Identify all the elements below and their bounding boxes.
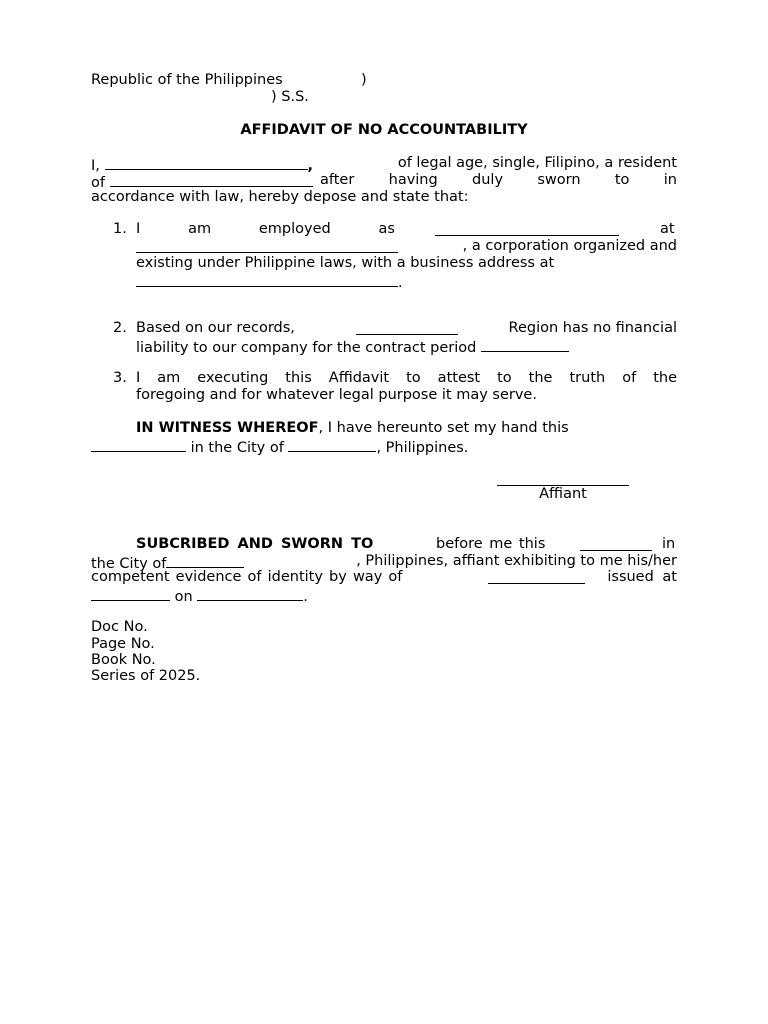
paren-text: ) — [361, 72, 367, 88]
item-1-l3-text: existing under Philippine laws, with a business address at — [136, 255, 555, 271]
item-1-at — [660, 221, 675, 238]
blank-name — [105, 155, 308, 170]
jurat-in: in — [662, 536, 676, 552]
jurat-line-1-end — [662, 536, 675, 553]
intro-line-2-start — [91, 172, 313, 189]
doc-no-text: Doc No. — [91, 619, 148, 635]
jurat-line-1-rest — [436, 536, 545, 553]
item-1-blank-position — [435, 221, 619, 238]
jurat-line-1-bold — [136, 536, 373, 553]
intro-word: sworn — [537, 172, 581, 188]
intro-word: having — [388, 172, 438, 188]
blank-company — [136, 238, 398, 253]
intro-i: I, — [91, 158, 100, 174]
jurat-line-4 — [91, 586, 308, 603]
intro-line-2-words — [320, 172, 677, 189]
item-1-line-2-text — [398, 238, 677, 255]
blank-residence — [110, 172, 313, 187]
item-1-number — [113, 221, 127, 238]
jurat-line-3 — [91, 569, 402, 586]
blank-contract-period — [481, 337, 569, 352]
item-word: am — [188, 221, 212, 237]
blank-issued-at — [91, 586, 170, 601]
witness-line-1 — [136, 420, 569, 437]
intro-line-1-rest — [325, 155, 677, 172]
item-1-period: . — [398, 275, 403, 291]
intro-word: in — [663, 172, 677, 188]
item-2-line-2 — [136, 337, 569, 354]
item-1-l2-text: , a corporation organized and — [462, 238, 677, 254]
notary-book-no — [91, 652, 156, 669]
intro-line3-text: accordance with law, hereby depose and state that: — [91, 189, 469, 205]
item-1-line-3 — [136, 255, 554, 272]
intro-line-3 — [91, 189, 468, 206]
witness-line-2 — [91, 437, 468, 454]
item-2-line-1-a — [136, 320, 295, 337]
notary-page-no — [91, 636, 155, 653]
notary-series — [91, 668, 200, 685]
item-3-l2: foregoing and for whatever legal purpose it may serve. — [136, 387, 537, 403]
jurat-l3a: competent evidence of identity by way of — [91, 569, 403, 585]
witness-l2a: in the City of — [190, 440, 284, 456]
blank-identity — [488, 569, 585, 584]
republic-text: Republic of the Philippines — [91, 72, 283, 88]
intro-line-1 — [91, 155, 313, 172]
witness-l2b: , Philippines. — [376, 440, 469, 456]
item-2-l1b: Region has no financial — [508, 320, 677, 336]
header-republic — [91, 72, 283, 89]
intro-word: to — [614, 172, 630, 188]
item-word: I — [136, 221, 141, 237]
item-word: as — [378, 221, 395, 237]
jurat-period: . — [303, 589, 308, 605]
item-2-l1a: Based on our records, — [136, 320, 295, 336]
witness-rest: , I have hereunto set my hand this — [318, 420, 569, 436]
affiant-text: Affiant — [539, 486, 587, 502]
jurat-line-2 — [91, 553, 244, 570]
item-2-line-1-blank — [356, 320, 458, 337]
blank-witness-city — [288, 437, 376, 452]
title-text: AFFIDAVIT OF NO ACCOUNTABILITY — [240, 122, 528, 138]
intro-part1: of legal age, single, Filipino, a resident — [397, 155, 677, 171]
item-word: employed — [258, 221, 331, 237]
jurat-line-1-blank — [580, 536, 652, 553]
blank-jurat-date — [580, 536, 652, 551]
notary-doc-no — [91, 619, 148, 636]
item-number: 2. — [113, 320, 127, 336]
intro-word: after — [320, 172, 355, 188]
jurat-l2b: , Philippines, affiant exhibiting to me his/her — [356, 553, 677, 569]
header-ss — [271, 89, 309, 106]
blank-witness-date — [91, 437, 186, 452]
jurat-l2a: the City of — [91, 556, 167, 572]
jurat-line-2-rest — [268, 553, 677, 570]
blank-issued-on — [197, 586, 303, 601]
blank-position — [435, 221, 619, 236]
affiant-label — [497, 486, 629, 503]
blank-address — [136, 272, 398, 287]
intro-comma: , — [307, 158, 314, 174]
ss-text: ) S.S. — [271, 89, 309, 105]
item-2-number — [113, 320, 127, 337]
page-no-text: Page No. — [91, 636, 155, 652]
item-3-line-2 — [136, 387, 537, 404]
blank-region — [356, 320, 458, 335]
item-number: 3. — [113, 370, 127, 386]
book-no-text: Book No. — [91, 652, 156, 668]
item-1-line-2 — [136, 238, 398, 255]
witness-bold: IN WITNESS WHEREOF — [136, 420, 319, 436]
header-paren — [361, 72, 367, 89]
item-at: at — [660, 221, 675, 237]
intro-of: of — [91, 175, 105, 191]
jurat-line-3-blank — [488, 569, 585, 586]
series-text: Series of 2025. — [91, 668, 201, 684]
item-number: 1. — [113, 221, 127, 237]
item-1-line-1-words — [136, 221, 395, 238]
item-1-line-4 — [136, 272, 403, 289]
jurat-line-3-end — [594, 569, 677, 586]
jurat-l3b: issued at — [607, 569, 677, 585]
item-3-line-1 — [136, 370, 677, 387]
item-2-line-1-b — [459, 320, 677, 337]
item-3-number — [113, 370, 127, 387]
jurat-l1-rest: before me this — [436, 536, 546, 552]
document-title — [91, 122, 677, 139]
item-3-l1: I am executing this Affidavit to attest to the truth of the — [136, 370, 677, 386]
item-2-l2: liability to our company for the contract period — [136, 340, 477, 356]
jurat-on: on — [174, 589, 193, 605]
intro-word: duly — [472, 172, 504, 188]
jurat-bold: SUBCRIBED AND SWORN TO — [136, 536, 374, 552]
blank-jurat-city — [166, 553, 244, 568]
